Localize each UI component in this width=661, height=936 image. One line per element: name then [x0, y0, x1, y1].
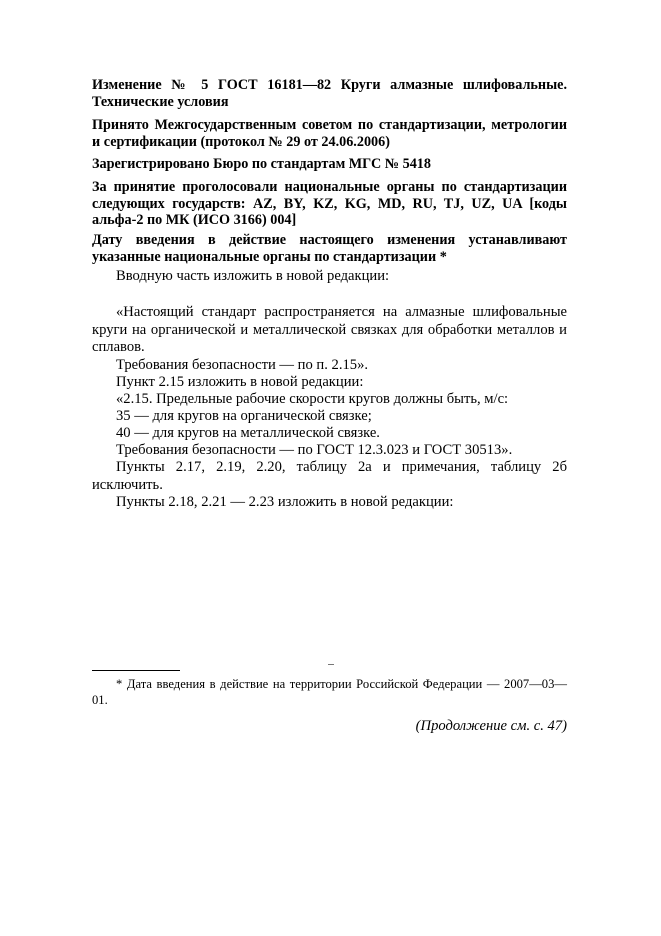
speed-organic: 35 — для кругов на органической связке;: [116, 408, 372, 424]
footnote-text: * Дата введения в действие на территории Российской Федерации — 2007—03—01.: [92, 677, 567, 707]
amendment-title: Изменение № 5 ГОСТ 16181—82 Круги алмазные шлифовальные. Технические условия: [92, 77, 567, 110]
clause-215-intro: Пункт 2.15 изложить в новой редакции:: [116, 374, 364, 390]
adoption-note: Принято Межгосударственным советом по стандартизации, метрологии и сертификации (протокол № 29 от 24.06.2006): [92, 117, 567, 150]
footnote-divider: [92, 670, 180, 671]
clause-215-text: «2.15. Предельные рабочие скорости кругов должны быть, м/с:: [116, 391, 509, 407]
scope-paragraph: «Настоящий стандарт распространяется на алмазные шлифовальные круги на органической и металлической связках для обработки металлов и сплавов.: [92, 304, 567, 356]
voting-note: За принятие проголосовали национальные органы по стандартизации следующих государств: AZ, BY, KZ, KG, MD, RU, TJ, UZ, UA [коды альфа-2 по МК (ИСО 3166) 004]: [92, 179, 567, 228]
safety-reference-2: Требования безопасности — по ГОСТ 12.3.023 и ГОСТ 30513».: [116, 442, 513, 458]
effective-date-note: Дату введения в действие настоящего изменения устанавливают указанные национальные органы по стандартизации *: [92, 232, 567, 265]
continuation-note: (Продолжение см. с. 47): [415, 718, 567, 734]
center-mark: [328, 664, 334, 665]
speed-metal: 40 — для кругов на металлической связке.: [116, 425, 380, 441]
intro-paragraph: Вводную часть изложить в новой редакции:: [116, 268, 390, 284]
safety-reference-1: Требования безопасности — по п. 2.15».: [116, 357, 369, 373]
registration-note: Зарегистрировано Бюро по стандартам МГС № 5418: [92, 156, 431, 172]
exclusion-paragraph: Пункты 2.17, 2.19, 2.20, таблицу 2а и примечания, таблицу 2б исключить.: [92, 459, 567, 493]
new-edition-paragraph: Пункты 2.18, 2.21 — 2.23 изложить в новой редакции:: [116, 494, 454, 510]
